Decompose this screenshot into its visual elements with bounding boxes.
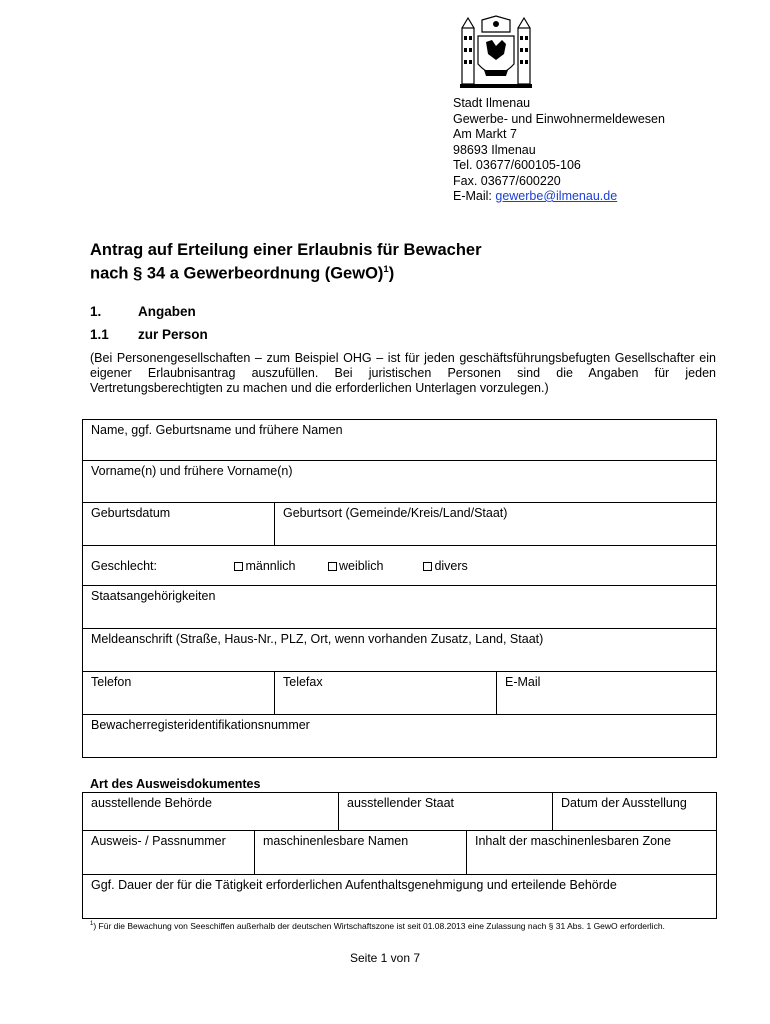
title-line-1: Antrag auf Erteilung einer Erlaubnis für Bewacher [90, 241, 482, 259]
title-line-2: nach § 34 a Gewerbeordnung (GewO)$^1$) [90, 264, 395, 283]
email-label: E-Mail: [453, 189, 496, 203]
ausweis-form-table [82, 792, 717, 919]
ausweis-heading: Art des Ausweisdokumentes [90, 777, 261, 791]
address-street: Am Markt 7 [453, 127, 517, 141]
passnummer-field[interactable]: Ausweis- / Passnummer [83, 831, 255, 875]
section-heading-1-1: 1.1 zur Person [90, 327, 208, 342]
address-fax: Fax. 03677/600220 [453, 173, 561, 188]
address-phone: Tel. 03677/600105-106 [453, 158, 581, 172]
title-footnote-ref: 1 [383, 264, 389, 275]
email-link[interactable]: gewerbe@ilmenau.de [495, 189, 618, 203]
behoerde-field[interactable]: ausstellende Behörde [83, 793, 339, 831]
staat-field[interactable]: ausstellender Staat [339, 793, 553, 831]
geburtsort-field[interactable]: Geburtsort (Gemeinde/Kreis/Land/Staat) [275, 503, 717, 546]
address-postcode: 98693 Ilmenau [453, 142, 536, 157]
email-field[interactable]: E-Mail [497, 672, 717, 715]
ausstellungsdatum-field[interactable]: Datum der Ausstellung [553, 793, 717, 831]
footnote-ref: 1 [90, 921, 94, 927]
instruction-note: (Bei Personengesellschaften – zum Beispiel OHG – ist für jeden geschäftsführungsbefugten Gesellschafter ein eigener Erlaubnisantrag auszufüllen. Bei juristischen Personen sind die Angaben für jeden Vertretungsberechtigten zu machen und die erforderlichen Unterlagen vorzulegen.) [90, 351, 716, 395]
vorname-field[interactable]: Vorname(n) und frühere Vorname(n) [83, 461, 717, 503]
address-city: Stadt Ilmenau [453, 96, 531, 110]
geschlecht-row [83, 546, 717, 586]
checkbox-maennlich[interactable]: männlich [234, 559, 324, 573]
staatsangehoerigkeit-field[interactable]: Staatsangehörigkeiten [83, 586, 717, 629]
telefax-field[interactable]: Telefax [275, 672, 497, 715]
section-heading-1: 1. Angaben [90, 304, 196, 319]
footnote-text: ) Für die Bewachung von Seeschiffen außerhalb der deutschen Wirtschaftszone ist seit 01.08.2013 eine Zulassung nach § 31 Abs. 1 GewO erforderlich. [93, 920, 665, 931]
telefon-field[interactable]: Telefon [83, 672, 275, 715]
address-department: Gewerbe- und Einwohnermeldewesen [453, 111, 665, 126]
bewacherregister-field[interactable]: Bewacherregisteridentifikationsnummer [83, 715, 717, 758]
geschlecht-label: Geschlecht: [91, 559, 158, 573]
checkbox-divers[interactable]: divers [423, 559, 467, 573]
geburtsdatum-field[interactable]: Geburtsdatum [83, 503, 275, 546]
authority-address [453, 96, 665, 205]
address-email-row [453, 189, 665, 205]
name-field[interactable]: Name, ggf. Geburtsname und frühere Namen [83, 420, 717, 461]
person-form-table [82, 419, 717, 758]
maschinenlesbare-namen-field[interactable]: maschinenlesbare Namen [255, 831, 467, 875]
maschinenlesbare-zone-field[interactable]: Inhalt der maschinenlesbaren Zone [467, 831, 717, 875]
footnote [90, 919, 720, 931]
aufenthaltsgenehmigung-field[interactable]: Ggf. Dauer der für die Tätigkeit erforderlichen Aufenthaltsgenehmigung und erteilende Behörde [83, 875, 717, 919]
checkbox-weiblich[interactable]: weiblich [328, 559, 420, 573]
city-crest-logo [456, 14, 536, 92]
meldeanschrift-field[interactable]: Meldeanschrift (Straße, Haus-Nr., PLZ, Ort, wenn vorhanden Zusatz, Land, Staat) [83, 629, 717, 672]
page-number: Seite 1 von 7 [349, 951, 421, 965]
page-title [90, 240, 482, 284]
